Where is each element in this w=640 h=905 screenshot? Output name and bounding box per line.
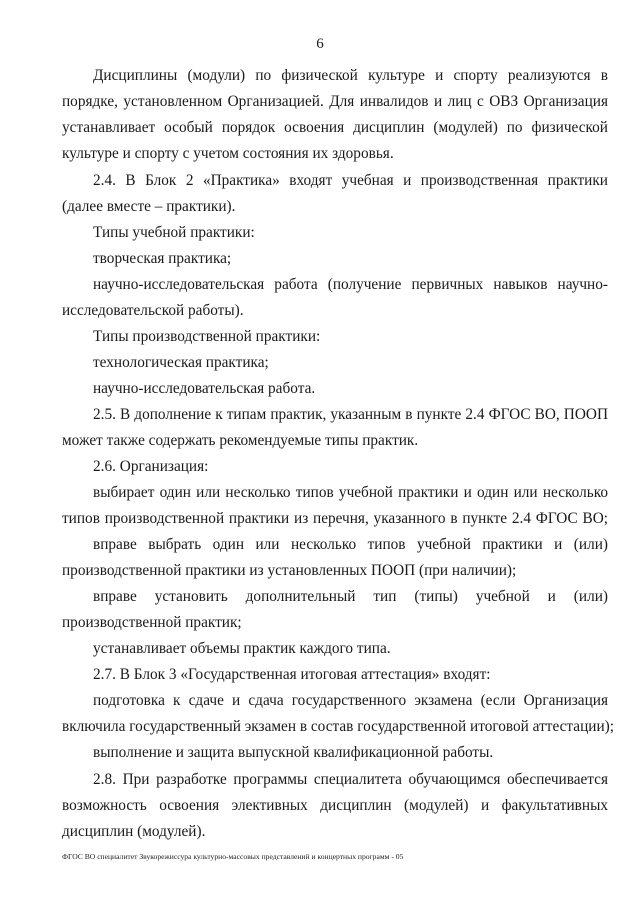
paragraph-line: порядке, установленном Организацией. Для инвалидов и лиц с ОВЗ Организация <box>62 93 608 110</box>
paragraph-line: технологическая практика; <box>93 354 269 371</box>
paragraph-line: возможность освоения элективных дисциплин (модулей) и факультативных <box>62 797 608 814</box>
paragraph-line: устанавливает особый порядок освоения дисциплин (модулей) по физической <box>62 119 608 136</box>
paragraph-line: 2.5. В дополнение к типам практик, указанным в пункте 2.4 ФГОС ВО, ПООП <box>93 406 608 423</box>
paragraph-line: 2.4. В Блок 2 «Практика» входят учебная и производственная практики <box>93 172 608 189</box>
paragraph-line: производственной практик; <box>62 614 242 631</box>
paragraph-line: выбирает один или несколько типов учебной практики и один или несколько <box>93 484 608 501</box>
paragraph-line: подготовка к сдаче и сдача государственного экзамена (если Организация <box>93 692 608 709</box>
paragraph-line: включила государственный экзамен в состав государственной итоговой аттестации); <box>62 718 614 735</box>
paragraph-line: 2.8. При разработке программы специалитета обучающимся обеспечивается <box>93 771 608 788</box>
paragraph-line: Типы учебной практики: <box>93 224 255 241</box>
paragraph-line: исследовательской работы). <box>62 302 244 319</box>
paragraph-line: устанавливает объемы практик каждого типа. <box>93 640 391 657</box>
paragraph-line: производственной практики из установленных ПООП (при наличии); <box>62 562 517 579</box>
paragraph-line: (далее вместе – практики). <box>62 198 236 215</box>
paragraph-line: научно-исследовательская работа. <box>93 380 316 397</box>
paragraph-line: культуре и спорту с учетом состояния их здоровья. <box>62 145 394 162</box>
paragraph-line: типов производственной практики из перечня, указанного в пункте 2.4 ФГОС ВО; <box>62 510 608 527</box>
page-number: 6 <box>316 36 324 52</box>
paragraph-line: может также содержать рекомендуемые типы практик. <box>62 432 419 449</box>
paragraph-line: научно-исследовательская работа (получение первичных навыков научно- <box>93 276 608 293</box>
paragraph-line: 2.6. Организация: <box>93 458 209 475</box>
page-footer: ФГОС ВО специалитет Звукорежиссура культурно-массовых представлений и концертных программ - 05 <box>62 852 404 861</box>
paragraph-line: 2.7. В Блок 3 «Государственная итоговая аттестация» входят: <box>93 666 491 683</box>
paragraph-line: Дисциплины (модули) по физической культуре и спорту реализуются в <box>93 67 608 84</box>
paragraph-line: вправе установить дополнительный тип (типы) учебной и (или) <box>93 588 608 605</box>
paragraph-line: творческая практика; <box>93 250 232 267</box>
paragraph-line: выполнение и защита выпускной квалификационной работы. <box>93 744 494 761</box>
paragraph-line: Типы производственной практики: <box>93 328 321 345</box>
paragraph-line: дисциплин (модулей). <box>62 823 206 840</box>
paragraph-line: вправе выбрать один или несколько типов учебной практики и (или) <box>93 536 608 553</box>
